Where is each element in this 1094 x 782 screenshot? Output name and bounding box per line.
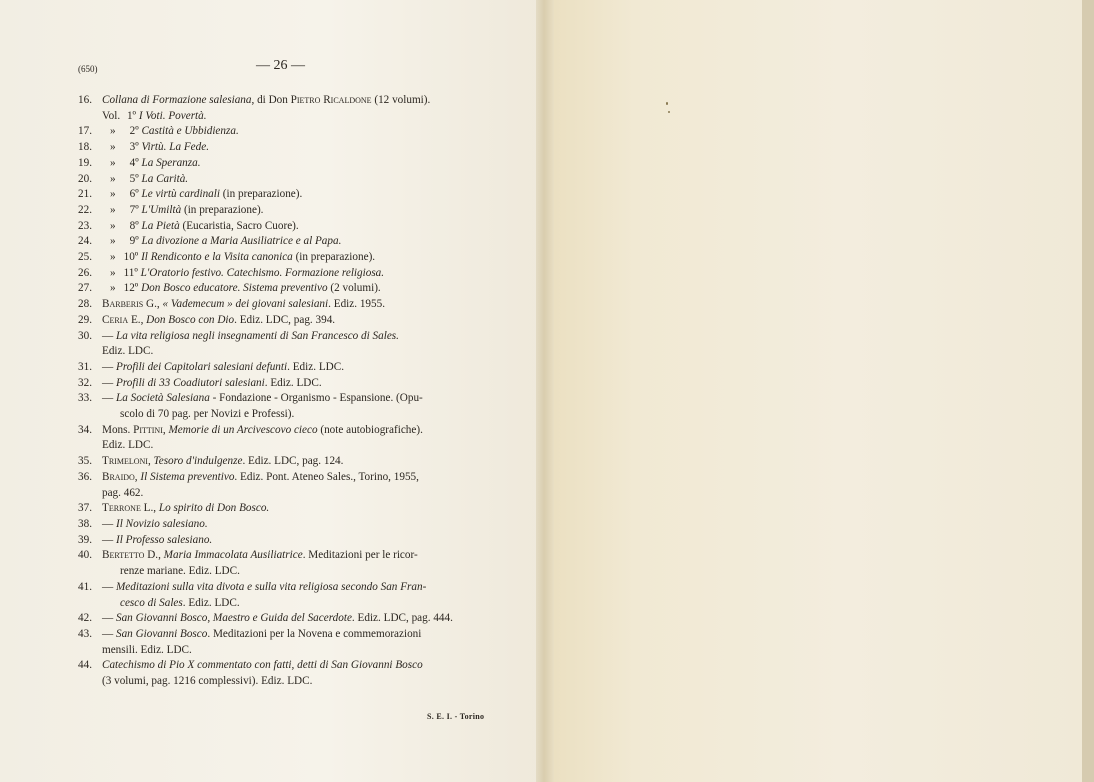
- entry-text: — La vita religiosa negli insegnamenti di San Francesco di Sales.: [102, 329, 399, 342]
- entry-number: 22.: [78, 203, 92, 216]
- entry-continuation: renze mariane. Ediz. LDC.: [120, 565, 240, 578]
- entry-continuation: scolo di 70 pag. per Novizi e Professi).: [120, 408, 295, 421]
- entry-text: Collana di Formazione salesiana, di Don Pietro Ricaldone (12 volumi).: [102, 94, 431, 106]
- entry-text: » 10º Il Rendiconto e la Visita canonica (in preparazione).: [110, 251, 376, 264]
- list-item: [78, 391, 506, 407]
- entry-number: 36.: [78, 470, 92, 483]
- paper-speck: [668, 111, 670, 113]
- paper-speck: [666, 102, 668, 105]
- list-item: [78, 203, 506, 219]
- page-header: [78, 58, 498, 80]
- entry-continuation: cesco di Sales. Ediz. LDC.: [120, 596, 240, 609]
- list-item: [78, 297, 506, 313]
- entry-number: 26.: [78, 266, 92, 279]
- entry-text: » 8º La Pietà (Eucaristia, Sacro Cuore).: [110, 219, 299, 232]
- page-code: (650): [78, 64, 98, 74]
- entry-text: — Profili di 33 Coadiutori salesiani. Ediz. LDC.: [102, 376, 322, 389]
- list-item: [78, 313, 506, 329]
- entry-text: — Profili dei Capitolari salesiani defunti. Ediz. LDC.: [102, 360, 344, 373]
- list-item: [78, 376, 506, 392]
- book-gutter: [536, 0, 554, 782]
- entry-number: 18.: [78, 141, 92, 154]
- entry-number: 32.: [78, 376, 92, 389]
- entry-number: 33.: [78, 392, 92, 405]
- list-item: [78, 281, 506, 297]
- entry-number: 30.: [78, 329, 92, 342]
- entry-text: Terrone L., Lo spirito di Don Bosco.: [102, 502, 270, 515]
- entry-number: 28.: [78, 298, 92, 311]
- entry-text: — La Società Salesiana - Fondazione - Organismo - Espansione. (Opu-: [102, 392, 423, 405]
- page-edge: [1082, 0, 1094, 782]
- entry-text: » 2º Castità e Ubbidienza.: [110, 125, 239, 138]
- entry-number: 29.: [78, 313, 92, 326]
- entry-text: Ceria E., Don Bosco con Dio. Ediz. LDC, pag. 394.: [102, 313, 336, 326]
- list-item: [78, 93, 506, 109]
- entry-text: » 5º La Carità.: [110, 172, 189, 185]
- list-item: [78, 266, 506, 282]
- entry-text: — Il Novizio salesiano.: [102, 517, 208, 530]
- entry-number: 41.: [78, 580, 92, 593]
- entry-text: Catechismo di Pio X commentato con fatti, detti di San Giovanni Bosco: [102, 659, 423, 672]
- entry-text: Mons. Pittini, Memorie di un Arcivescovo cieco (note autobiografiche).: [102, 423, 423, 436]
- entry-number: 21.: [78, 188, 92, 201]
- entry-number: 25.: [78, 251, 92, 264]
- entry-number: 24.: [78, 235, 92, 248]
- list-item: [78, 580, 506, 596]
- printer-imprint: S. E. I. - Torino: [427, 712, 485, 721]
- list-item: [78, 234, 506, 250]
- list-item: [78, 156, 506, 172]
- list-item: [78, 470, 506, 486]
- entry-text: » 9º La divozione a Maria Ausiliatrice e al Papa.: [110, 235, 342, 248]
- list-item: [78, 360, 506, 376]
- entry-continuation: (3 volumi, pag. 1216 complessivi). Ediz. LDC.: [102, 675, 313, 688]
- right-page-blank: [554, 0, 1082, 782]
- entry-number: 31.: [78, 360, 92, 373]
- entry-text: » 12º Don Bosco educatore. Sistema preventivo (2 volumi).: [110, 282, 381, 295]
- entry-number: 42.: [78, 612, 92, 625]
- list-item: [78, 423, 506, 439]
- list-item: [78, 219, 506, 235]
- entry-number: 34.: [78, 423, 92, 436]
- list-item: [78, 454, 506, 470]
- entry-text: » 11º L'Oratorio festivo. Catechismo. Formazione religiosa.: [110, 266, 385, 279]
- entry-text: » 7º L'Umiltà (in preparazione).: [110, 203, 264, 216]
- list-item: [78, 140, 506, 156]
- list-item: [78, 329, 506, 345]
- list-item: [78, 250, 506, 266]
- entry-number: 35.: [78, 455, 92, 468]
- entry-text: » 4º La Speranza.: [110, 156, 201, 169]
- list-item: [78, 517, 506, 533]
- list-item: [78, 172, 506, 188]
- list-item: [78, 124, 506, 140]
- list-item: [78, 187, 506, 203]
- entry-number: 39.: [78, 533, 92, 546]
- entry-text: — Il Professo salesiano.: [102, 533, 213, 546]
- entry-continuation: mensili. Ediz. LDC.: [102, 643, 192, 656]
- entry-number: 44.: [78, 659, 92, 672]
- entry-text: — Meditazioni sulla vita divota e sulla vita religiosa secondo San Fran-: [102, 580, 427, 593]
- bibliography-list: [78, 93, 506, 690]
- entry-number: 37.: [78, 502, 92, 515]
- list-item: [78, 611, 506, 627]
- entry-number: 19.: [78, 156, 92, 169]
- entry-continuation: Ediz. LDC.: [102, 439, 154, 452]
- entry-continuation: Vol. 1º I Voti. Povertà.: [102, 109, 207, 122]
- list-item: [78, 533, 506, 549]
- list-item: [78, 501, 506, 517]
- entry-number: 43.: [78, 627, 92, 640]
- entry-text: — San Giovanni Bosco. Meditazioni per la Novena e commemorazioni: [102, 627, 422, 640]
- entry-text: » 6º Le virtù cardinali (in preparazione).: [110, 188, 303, 201]
- list-item: [78, 627, 506, 643]
- entry-text: Braido, Il Sistema preventivo. Ediz. Pont. Ateneo Sales., Torino, 1955,: [102, 470, 419, 483]
- entry-number: 20.: [78, 172, 92, 185]
- entry-text: Trimeloni, Tesoro d'indulgenze. Ediz. LDC, pag. 124.: [102, 455, 344, 468]
- entry-text: » 3º Virtù. La Fede.: [110, 141, 209, 154]
- list-item: [78, 548, 506, 564]
- entry-number: 27.: [78, 282, 92, 295]
- entry-number: 23.: [78, 219, 92, 232]
- entry-continuation: Ediz. LDC.: [102, 345, 154, 358]
- entry-text: Bertetto D., Maria Immacolata Ausiliatrice. Meditazioni per le ricor-: [102, 549, 418, 562]
- entry-number: 16.: [78, 94, 92, 106]
- entry-text: Barberis G., « Vademecum » dei giovani salesiani. Ediz. 1955.: [102, 298, 386, 311]
- page-number: — 26 —: [256, 58, 305, 73]
- entry-number: 40.: [78, 549, 92, 562]
- list-item: [78, 658, 506, 674]
- entry-number: 17.: [78, 125, 92, 138]
- entry-text: — San Giovanni Bosco, Maestro e Guida del Sacerdote. Ediz. LDC, pag. 444.: [102, 612, 453, 625]
- entry-number: 38.: [78, 517, 92, 530]
- entry-continuation: pag. 462.: [102, 486, 144, 499]
